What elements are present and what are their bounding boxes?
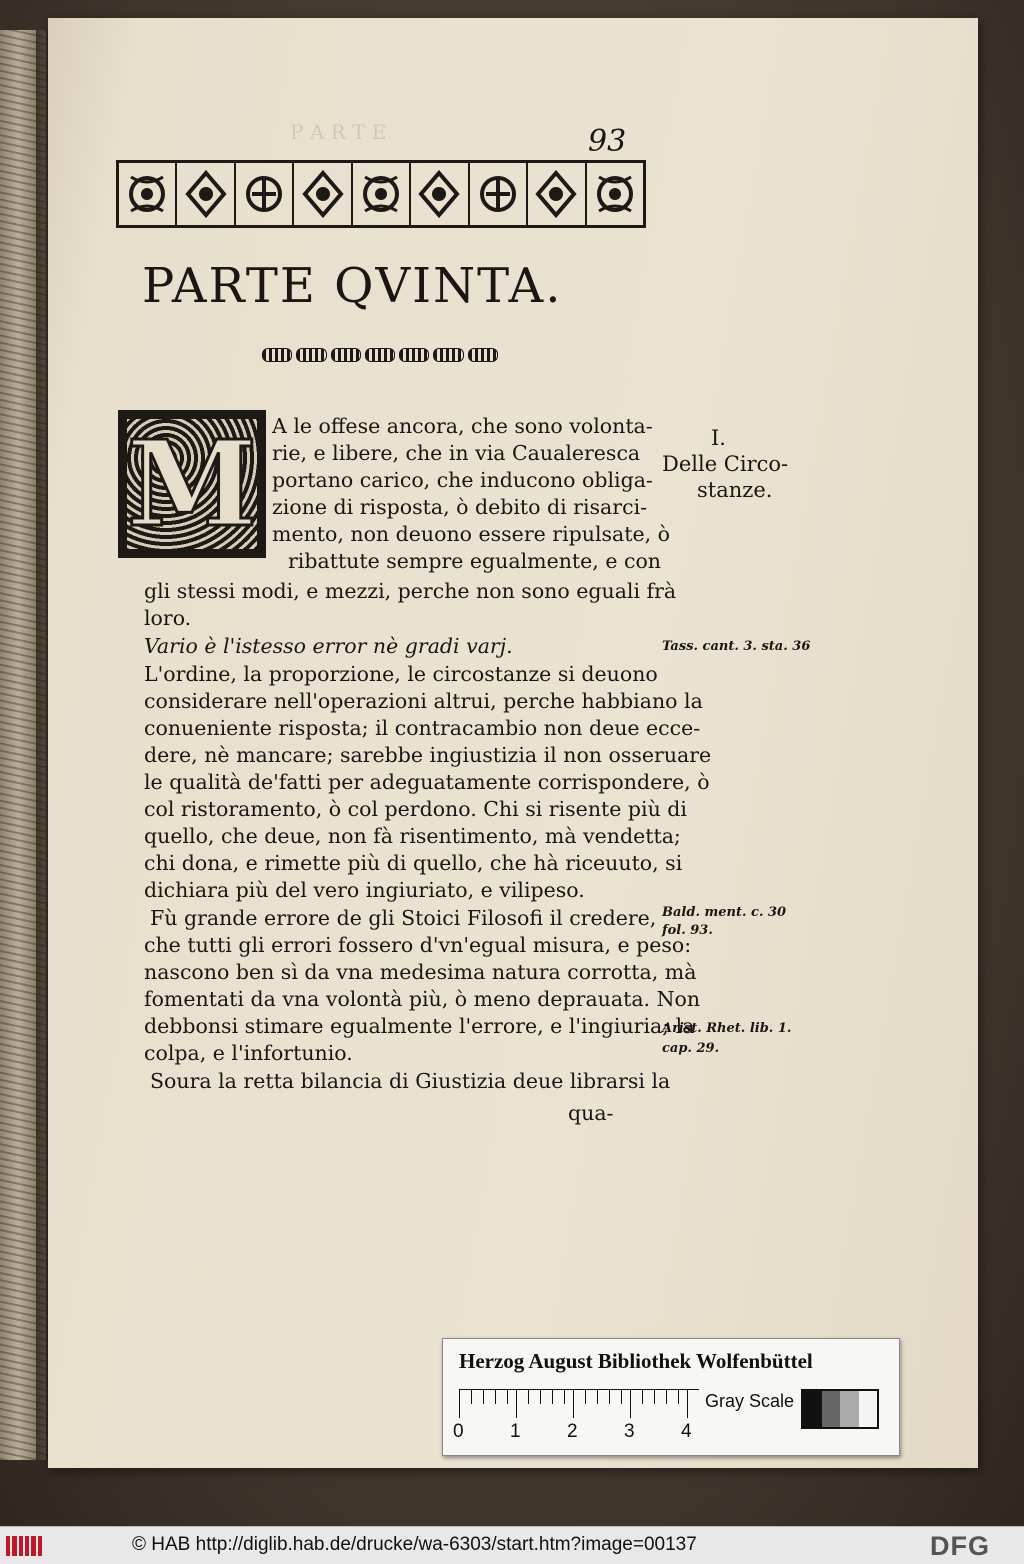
footer-bar [0,1526,1024,1564]
bleed-through-text: P A R T E [290,120,387,144]
body-line: considerare nell'operazioni altrui, perche habbiano la [144,689,703,713]
margin-reference: cap. 29. [662,1041,720,1056]
margin-reference: Arist. Rhet. lib. 1. [662,1021,792,1036]
grayscale-swatches [801,1389,879,1429]
hab-logo-icon [6,1536,42,1556]
body-line: dere, nè mancare; sarebbe ingiustizia il non osseruare [144,743,712,767]
body-line: nascono ben sì da vna medesima natura corrotta, mà [144,960,697,984]
body-line: L'ordine, la proporzione, le circostanze si deuono [144,662,658,686]
body-line: colpa, e l'infortunio. [144,1041,353,1065]
page-title: PARTE QVINTA. [142,258,563,314]
body-line: zione di risposta, ò debito di risarci- [272,495,648,519]
page-number: 93 [588,124,627,159]
header-ornament [116,160,646,228]
body-line: chi dona, e rimette più di quello, che hà riceuuto, si [144,851,683,875]
margin-section-number: I. [711,426,726,450]
ornament-tile [294,163,352,225]
body-line: debbonsi stimare egualmente l'errore, e l'ingiuria; la [144,1014,695,1038]
margin-reference: fol. 93. [662,923,713,938]
body-line: portano carico, che inducono obliga- [272,468,653,492]
ornament-tile [353,163,411,225]
gray-swatch [840,1391,859,1427]
margin-reference: Bald. ment. c. 30 [662,905,787,920]
scale-ruler [459,1389,699,1418]
ruler-number: 0 [453,1421,464,1442]
margin-reference: Tass. cant. 3. sta. 36 [662,639,811,654]
ornament-tile [528,163,586,225]
body-line: fomentati da vna volontà più, ò meno deprauata. Non [144,987,701,1011]
body-line: loro. [144,606,192,630]
body-line: che tutti gli errori fossero d'vn'egual misura, e peso: [144,933,692,957]
body-line: Soura la retta bilancia di Giustizia deue librarsi la [150,1069,671,1093]
catchword: qua- [568,1101,614,1125]
color-calibration-card [442,1338,900,1456]
ruler-number: 3 [624,1421,635,1442]
ruler-number: 2 [567,1421,578,1442]
ornament-tile [587,163,643,225]
body-line: ribattute sempre egualmente, e con [288,549,662,573]
decorated-initial [118,410,266,558]
gray-swatch [803,1391,822,1427]
body-line: col ristoramento, ò col perdono. Chi si risente più di [144,797,687,821]
body-line: conueniente risposta; il contracambio non deue ecce- [144,716,701,740]
body-line: quello, che deue, non fà risentimento, mà vendetta; [144,824,681,848]
ornament-tile [177,163,235,225]
dfg-logo: DFG [930,1531,990,1561]
body-line: gli stessi modi, e mezzi, perche non sono eguali frà [144,579,677,603]
divider-ornament [262,348,498,364]
body-line: rie, e libere, che in via Caualeresca [272,441,641,465]
body-line: Fù grande errore de gli Stoici Filosofi il credere, [150,906,657,930]
ruler-number: 1 [510,1421,521,1442]
verse-quote: Vario è l'istesso error nè gradi varj. [144,634,513,658]
margin-section-title: stanze. [697,478,773,502]
library-label: Herzog August Bibliothek Wolfenbüttel [459,1349,813,1373]
initial-ornament [126,414,258,553]
ornament-tile [236,163,294,225]
ornament-tile [119,163,177,225]
ruler-number: 4 [681,1421,692,1442]
grayscale-label: Gray Scale [705,1391,795,1411]
body-line: le qualità de'fatti per adeguatamente corrispondere, ò [144,770,710,794]
margin-section-title: Delle Circo- [662,452,789,476]
gray-swatch [859,1391,878,1427]
body-line: mento, non deuono essere ripulsate, ò [272,522,670,546]
ornament-tile [470,163,528,225]
copyright-url[interactable]: © HAB http://diglib.hab.de/drucke/wa-6303/start.htm?image=00137 [132,1534,697,1555]
body-line: dichiara più del vero ingiuriato, e vilipeso. [144,878,585,902]
ornament-tile [411,163,469,225]
gray-swatch [822,1391,841,1427]
body-line: A le offese ancora, che sono volonta- [272,414,653,438]
initial-letter: M [126,414,258,553]
